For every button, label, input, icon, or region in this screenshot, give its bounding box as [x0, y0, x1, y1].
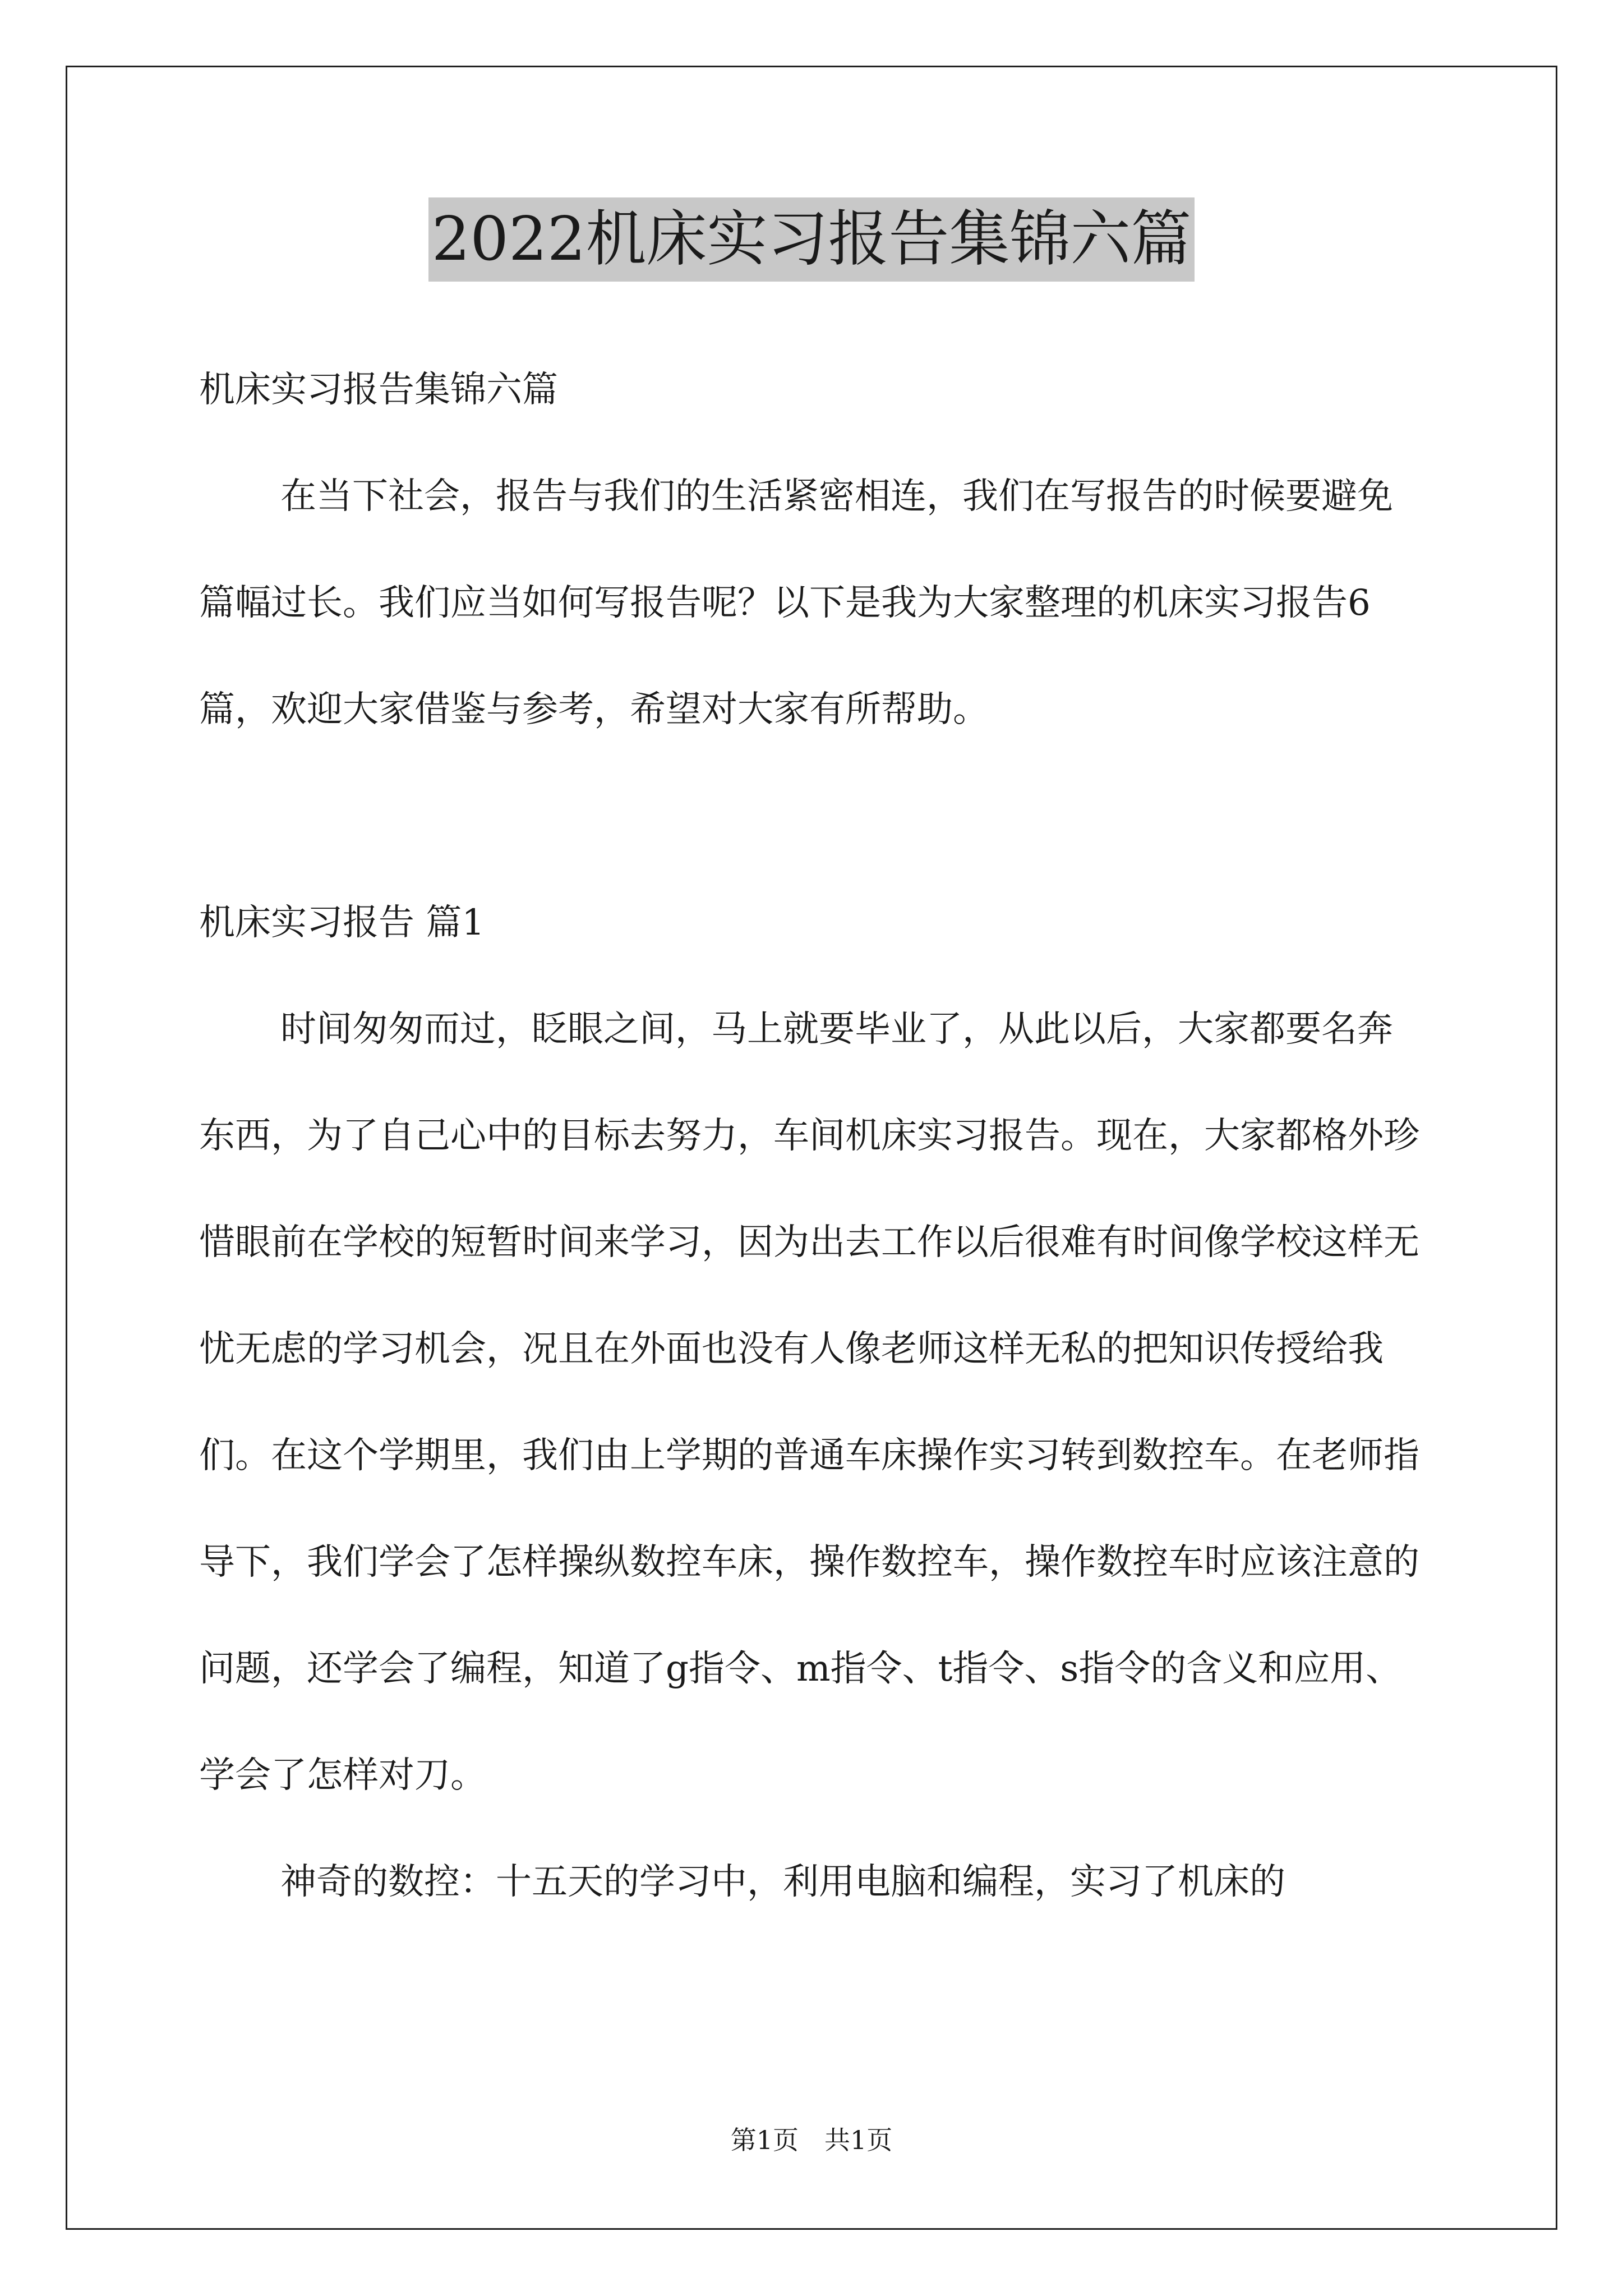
- document-subtitle: 机床实习报告集锦六篇: [199, 369, 558, 411]
- title-container: [0, 197, 1623, 282]
- body-paragraph: 时间匆匆而过，眨眼之间，马上就要毕业了，从此以后，大家都要名奔东西，为了自己心中的目标去努力，车间机床实习报告。现在，大家都格外珍惜眼前在学校的短暂时间来学习，因为出去工作以后很难有时间像学校这样无忧无虑的学习机会，况且在外面也没有人像老师这样无私的把知识传授给我们。在这个学期里，我们由上学期的普通车床操作实习转到数控车。在老师指导下，我们学会了怎样操纵数控车床，操作数控车，操作数控车时应该注意的问题，还学会了编程，知道了g指令、m指令、t指令、s指令的含义和应用、学会了怎样对刀。: [199, 1009, 1419, 1796]
- paragraph-gap: [199, 763, 1427, 869]
- body-paragraph: 神奇的数控：十五天的学习中，利用电脑和编程，实习了机床的: [280, 1861, 1285, 1903]
- intro-paragraph: 在当下社会，报告与我们的生活紧密相连，我们在写报告的时候要避免篇幅过长。我们应当如何写报告呢？以下是我为大家整理的机床实习报告6篇，欢迎大家借鉴与参考，希望对大家有所帮助。: [199, 476, 1393, 730]
- page-footer: 第1页 共1页: [730, 2125, 893, 2155]
- document-body: [199, 337, 1427, 1935]
- section-heading: 机床实习报告 篇1: [199, 902, 485, 944]
- document-title: 2022机床实习报告集锦六篇: [428, 197, 1195, 282]
